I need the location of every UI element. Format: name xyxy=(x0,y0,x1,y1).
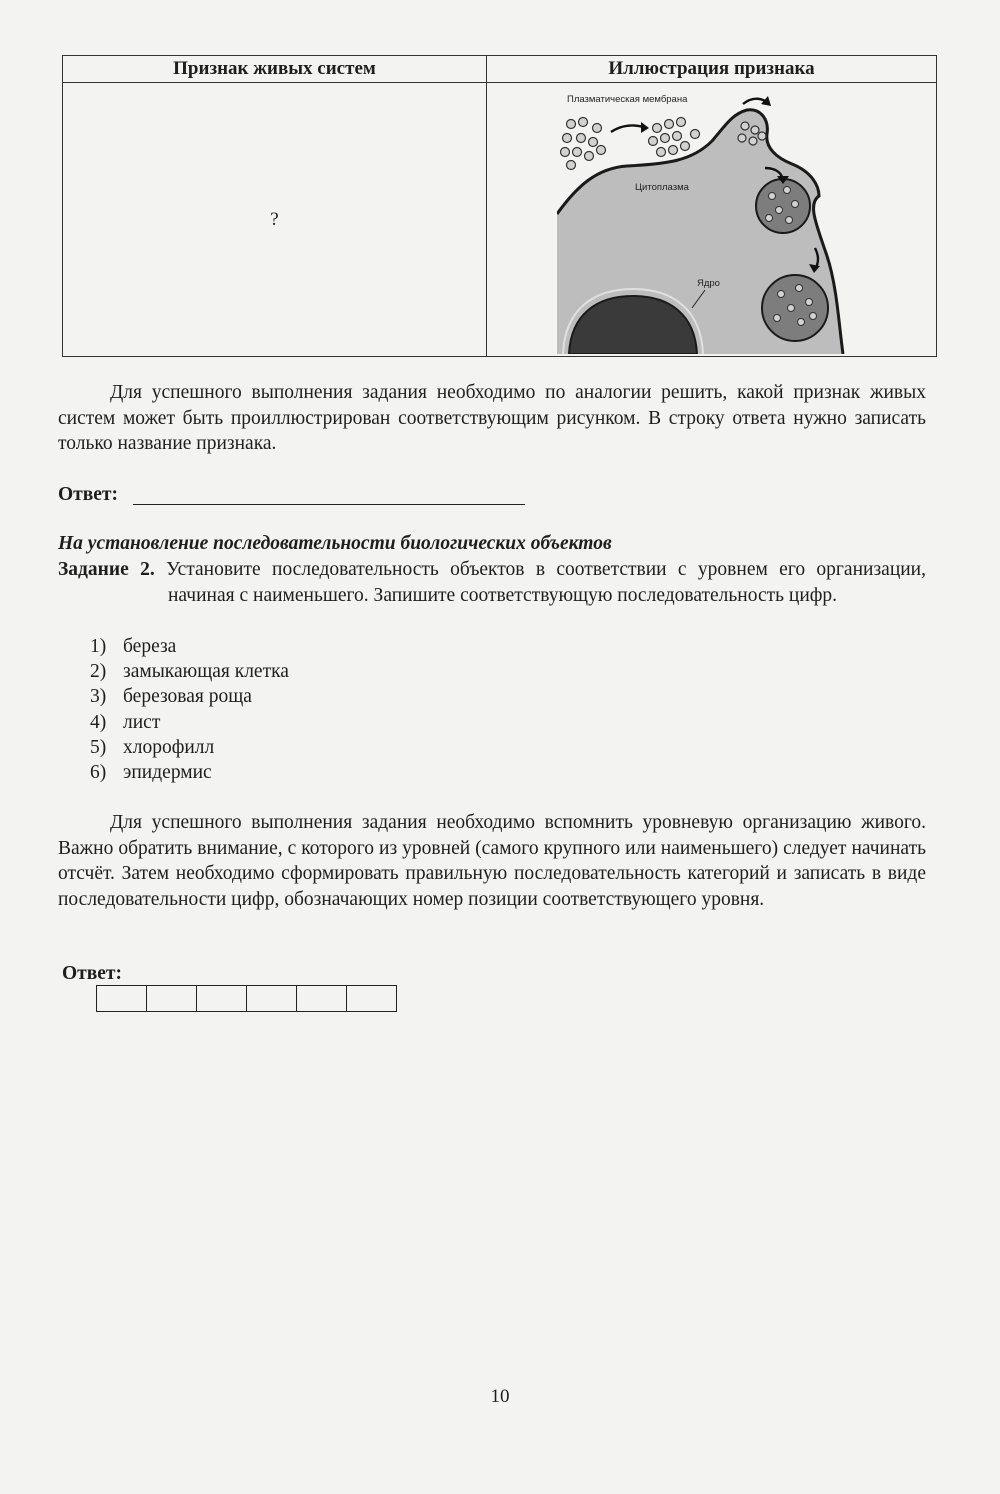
table-header-illustration: Иллюстрация признака xyxy=(487,56,937,83)
answer-label-1: Ответ: xyxy=(58,484,119,505)
task2 xyxy=(58,557,926,609)
question-mark: ? xyxy=(270,208,279,230)
list-item: 3) березовая роща xyxy=(90,686,252,708)
task1-hint: Для успешного выполнения задания необходимо по аналогии решить, какой признак живых систем может быть проиллюстрирован соответствующим рисунком. В строку ответа нужно записать только название признака. xyxy=(58,382,926,454)
illustration-cell xyxy=(487,83,937,357)
answer-cell[interactable] xyxy=(196,985,247,1012)
task2-hint: Для успешного выполнения задания необходимо вспомнить уровневую организацию живого. Важно обратить внимание, с которого из уровней (самого крупного или наименьшего) следует начинать отсчёт. Затем необходимо сформировать правильную последовательность категорий и записать в виде последовательности цифр, обозначающих номер позиции соответствующего уровня. xyxy=(58,812,926,910)
answer-cell[interactable] xyxy=(296,985,347,1012)
list-item: 5) хлорофилл xyxy=(90,736,215,758)
task2-number: Задание 2. xyxy=(58,559,155,580)
feature-table xyxy=(62,55,937,357)
list-item: 2) замыкающая клетка xyxy=(90,661,289,683)
section-title: На установление последовательности биологических объектов xyxy=(58,533,612,554)
task2-text: Установите последовательность объектов в соответствии с уровнем его организации, начиная с наименьшего. Запишите соответствующую последовательность цифр. xyxy=(166,559,926,606)
nucleus-label: Ядро xyxy=(697,277,720,289)
answer-cell[interactable] xyxy=(96,985,147,1012)
endocytosis-illustration xyxy=(557,86,847,354)
membrane-label: Плазматическая мембрана xyxy=(567,93,688,105)
list-item: 4) лист xyxy=(90,711,161,733)
vesicle-2 xyxy=(762,275,828,341)
task2-items xyxy=(90,634,289,785)
answer-cell[interactable] xyxy=(146,985,197,1012)
cytoplasm-label: Цитоплазма xyxy=(635,181,689,193)
answer-cells xyxy=(96,985,397,1012)
answer-label-2: Ответ: xyxy=(62,963,123,984)
vesicle-1 xyxy=(756,179,810,233)
answer-line[interactable] xyxy=(133,504,525,505)
answer-cell[interactable] xyxy=(246,985,297,1012)
table-header-feature: Признак живых систем xyxy=(63,56,487,83)
answer-cell[interactable] xyxy=(346,985,397,1012)
list-item: 1) береза xyxy=(90,636,177,657)
list-item: 6) эпидермис xyxy=(90,761,212,783)
question-cell xyxy=(63,83,487,357)
page-number: 10 xyxy=(490,1386,510,1407)
